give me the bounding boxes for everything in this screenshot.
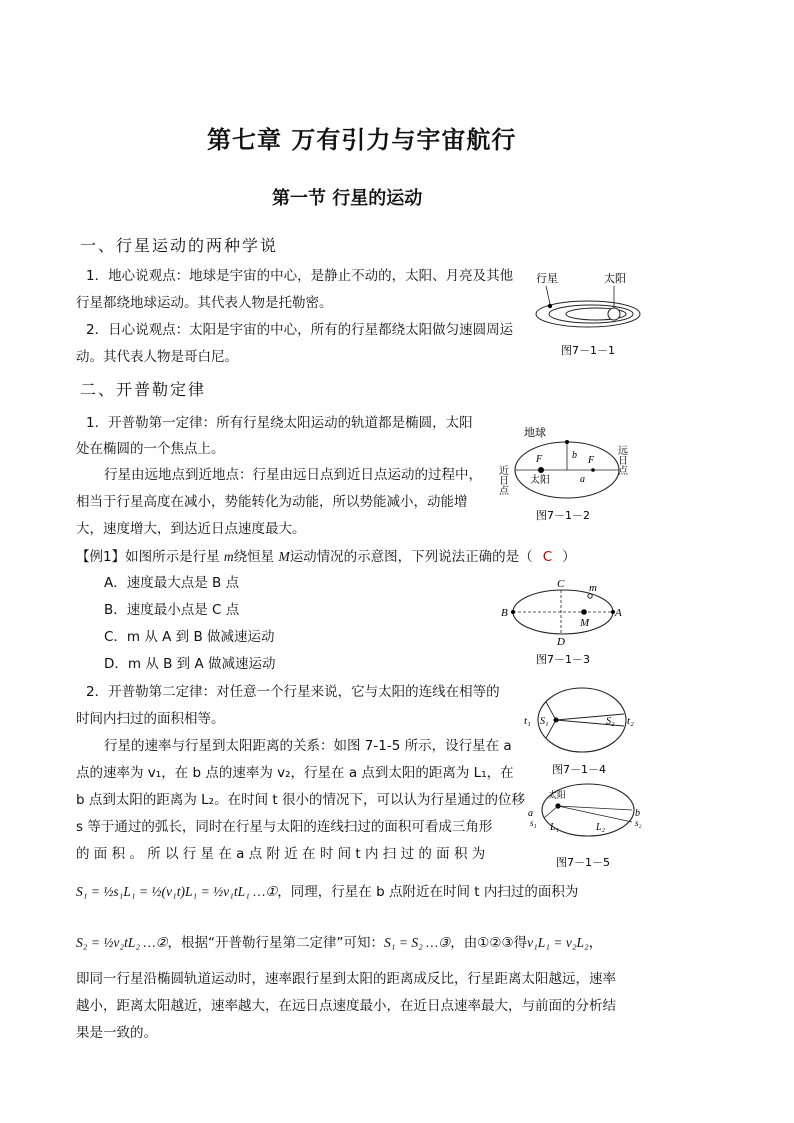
fig3-M: M: [580, 617, 590, 629]
fig3-A: A: [615, 607, 622, 619]
fig4-S2: S₂: [606, 716, 615, 727]
fig2-far-label: 远日点: [615, 445, 627, 475]
figure-7-1-5: [524, 780, 648, 872]
fig1-sun: [608, 308, 620, 320]
part1-heading: 一、行星运动的两种学说: [80, 236, 279, 255]
example-q-pre: 如图所示是行星: [125, 549, 224, 565]
fig5-L2: L₂: [596, 822, 606, 833]
example-q-M: M: [278, 549, 290, 564]
equation-1-text: ，同理，行星在 b 点附近在时间 t 内扫过的面积为: [277, 884, 579, 900]
option-a: A．速度最大点是 B 点: [104, 575, 240, 591]
fig5-s1: s₁: [530, 818, 537, 828]
example-q-end: ）: [562, 549, 576, 565]
fig3-C: C: [557, 578, 565, 590]
law2-line1: 2．开普勒第二定律：对任意一个行星来说，它与太阳的连线在相等的: [86, 684, 500, 700]
option-c: C．m 从 A 到 B 做减速运动: [104, 629, 275, 645]
fig5-a: a: [528, 808, 533, 819]
section-title: 第一节 行星的运动: [272, 188, 423, 209]
law1-line1: 1．开普勒第一定律：所有行星绕太阳运动的轨道都是椭圆，太阳: [86, 415, 473, 431]
fig2-caption: 图7－1－2: [536, 509, 590, 522]
fig2-focus-sun: [538, 467, 544, 473]
fig5-L1: L₁: [550, 822, 560, 833]
equation-end: ，: [588, 935, 603, 951]
fig2-earth-label: 地球: [524, 426, 546, 439]
law1-line3: 行星由远地点到近地点：行星由远日点到近日点运动的过程中，: [104, 467, 482, 483]
fig4-t2: t₂: [627, 715, 634, 727]
option-d: D．m 从 B 到 A 做减速运动: [104, 656, 276, 672]
option-b: B．速度最小点是 C 点: [104, 602, 240, 618]
figure-7-1-4: [522, 684, 642, 779]
law2-line7: 的 面 积 。 所 以 行 星 在 a 点 附 近 在 时 间 t 内 扫 过 的 面 积 为: [76, 846, 486, 862]
example-answer: C: [542, 549, 553, 565]
heliocentric-line2: 动。其代表人物是哥白尼。: [76, 349, 238, 365]
fig3-star: [581, 609, 587, 615]
fig2-near-label: 近日点: [496, 465, 508, 495]
fig5-b: b: [635, 808, 640, 819]
equation-3-text: ，由①②③得: [450, 935, 528, 951]
equation-3: S₁ = S₂ …③: [384, 935, 451, 950]
law2-line6: s 等于通过的弧长，同时在行星与太阳的连线扫过的面积可看成三角形: [76, 819, 493, 835]
fig3-m: m: [589, 582, 597, 594]
fig2-F-right: F: [588, 455, 595, 466]
fig2-sun-label: 太阳: [530, 475, 550, 486]
conclusion-line3: 果是一致的。: [76, 1025, 157, 1041]
equation-1: S₁ = ½s₁L₁ = ½(v₁t)L₁ = ½v₁tL₁ …①: [76, 884, 278, 899]
fig3-D: D: [557, 636, 565, 648]
heliocentric-line1: 2．日心说观点：太阳是宇宙的中心，所有的行星都绕太阳做匀速圆周运: [86, 322, 514, 338]
law2-line4: 点的速率为 v₁，在 b 点的速率为 v₂，行星在 a 点到太阳的距离为 L₁，在: [76, 765, 514, 781]
fig4-S1: S₁: [540, 716, 549, 727]
fig4-t1: t₁: [524, 715, 531, 727]
law2-line5: b 点到太阳的距离为 L₂。在时间 t 很小的情况下，可以认为行星通过的位移: [76, 792, 525, 808]
equation-2: S₂ = ½v₂tL₂ …②: [76, 935, 168, 950]
law1-line4: 相当于行星高度在减小，势能转化为动能，所以势能减小，动能增: [76, 494, 468, 510]
fig3-B: B: [501, 607, 508, 619]
law2-line2: 时间内扫过的面积相等。: [76, 711, 225, 727]
geocentric-line1: 1．地心说观点：地球是宇宙的中心，是静止不动的，太阳、月亮及其他: [86, 268, 514, 284]
fig2-F-left: F: [536, 454, 543, 465]
law2-line3: 行星的速率与行星到太阳距离的关系：如图 7-1-5 所示，设行星在 a: [104, 738, 512, 754]
conclusion-line1: 即同一行星沿椭圆轨道运动时，速率跟行星到太阳的距离成反比，行星距离太阳越远，速率: [76, 971, 616, 987]
fig2-b: b: [572, 450, 577, 461]
equation-line2: [76, 929, 602, 957]
figure-7-1-3: [498, 576, 628, 671]
fig1-planet-label: 行星: [536, 272, 558, 285]
equation-2-text: ，根据“开普勒行星第二定律”可知：: [167, 935, 385, 951]
law1-line2: 处在椭圆的一个焦点上。: [76, 441, 225, 457]
fig1-planet: [548, 304, 552, 308]
example-q-m: m: [223, 549, 234, 564]
fig4-caption: 图7－1－4: [552, 763, 606, 776]
example-tag: 【例1】: [76, 549, 126, 565]
equation-result: v₁L₁ = v₂L₂: [527, 935, 589, 950]
fig3-caption: 图7－1－3: [536, 653, 590, 666]
fig5-s2: s₂: [635, 818, 642, 828]
geocentric-line2: 行星都绕地球运动。其代表人物是托勒密。: [76, 295, 333, 311]
conclusion-line2: 越小，距离太阳越近，速率越大，在远日点速度最小，在近日点速率最大，与前面的分析结: [76, 998, 616, 1014]
fig5-caption: 图7－1－5: [556, 856, 610, 869]
example-q-post: 运动情况的示意图，下列说法正确的是（: [289, 549, 533, 565]
law1-line5: 大，速度增大，到达近日点速度最大。: [76, 521, 306, 537]
figure-7-1-1: [528, 262, 648, 362]
example-question: [76, 543, 576, 571]
fig5-sun-label: 太阳: [548, 791, 567, 801]
example-q-mid: 绕恒星: [233, 549, 279, 565]
equation-line1: [76, 878, 578, 906]
chapter-title: 第七章 万有引力与宇宙航行: [207, 126, 517, 154]
fig1-caption: 图7－1－1: [561, 344, 615, 357]
fig1-sun-label: 太阳: [604, 272, 626, 285]
figure-7-1-2: [496, 425, 630, 525]
part2-heading: 二、开普勒定律: [80, 380, 207, 399]
fig2-a: a: [580, 474, 585, 485]
